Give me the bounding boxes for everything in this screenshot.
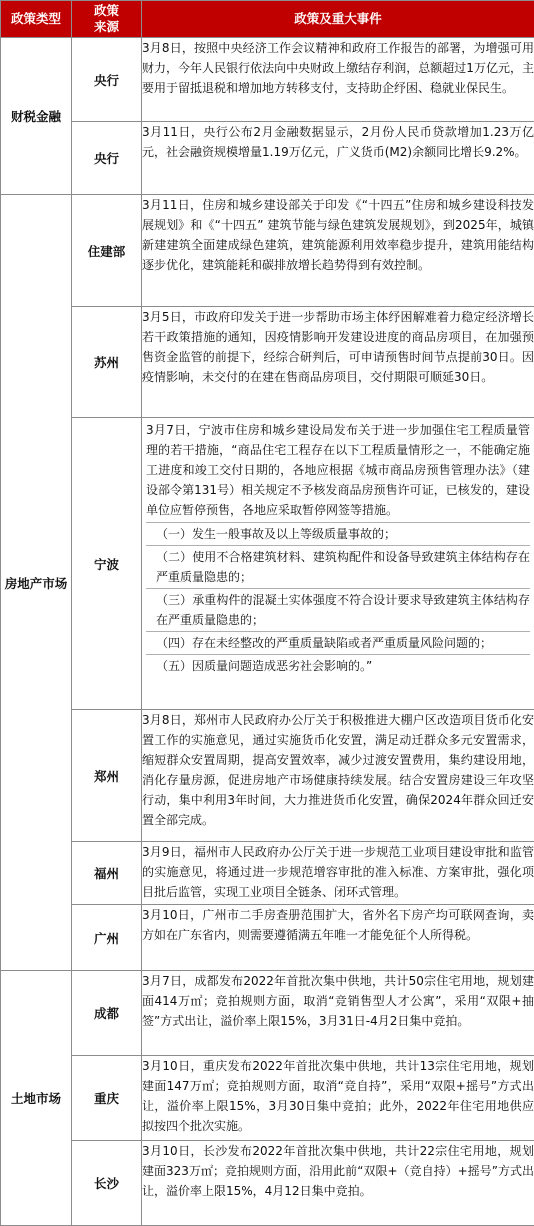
event-cell: 3月9日，福州市人民政府办公厅关于进一步规范工业项目建设审批和监管的实施意见，将通过进一步规范增容审批的准入标准、方案审批，强化项目批后监管，实现工业项目全链条、闭环式管理。 [142,842,534,905]
header-source-text: 政策来源 [92,3,122,35]
event-cell: 3月10日，广州市二手房查册范围扩大，省外名下房产均可联网查询，卖方如在广东省内，则需要遵循满五年唯一才能免征个人所得税。 [142,905,534,971]
table-header [1,1,534,38]
source-cell: 住建部 [72,195,142,307]
source-cell: 宁波 [72,418,142,710]
table-row [1,842,534,905]
list-item: （三）承重构件的混凝土实体强度不符合设计要求导致建筑主体结构存在严重质量隐患的； [146,588,530,631]
list-item: （四）存在未经整改的严重质量缺陷或者严重质量风险问题的； [146,631,530,654]
table-row [1,905,534,971]
source-cell: 成都 [72,971,142,1056]
table-row [1,307,534,418]
event-cell: 3月5日，市政府印发关于进一步帮助市场主体纾困解难着力稳定经济增长若干政策措施的通知，因疫情影响开发建设进度的商品房项目，在加强预售资金监管的前提下，经综合研判后，可申请预售时间节点提前30日。因疫情影响，未交付的在建在售商品房项目，交付期限可顺延30日。 [142,307,534,418]
table-row [1,418,534,710]
source-cell: 苏州 [72,307,142,418]
category-cell: 房地产市场 [1,195,72,971]
list-item: （二）使用不合格建筑材料、建筑构配件和设备导致建筑主体结构存在严重质量隐患的； [146,545,530,588]
event-cell: 3月11日，住房和城乡建设部关于印发《“十四五”住房和城乡建设科技发展规划》和《“十四五” 建筑节能与绿色建筑发展规划》，到2025年，城镇新建建筑全面建成绿色建筑，建筑能源利用效率稳步提升，建筑用能结构逐步优化，建筑能耗和碳排放增长趋势得到有效控制。 [142,195,534,307]
table-row [1,971,534,1056]
header-events: 政策及重大事件 [142,1,534,38]
source-cell: 央行 [72,122,142,195]
source-cell: 央行 [72,38,142,122]
source-cell: 重庆 [72,1056,142,1141]
table-row [1,38,534,122]
table-row [1,1056,534,1141]
event-cell: 3月10日，重庆发布2022年首批次集中供地，共计13宗住宅用地，规划建面147万㎡；竞拍规则方面，取消“竞自持”，采用“双限+摇号”方式出让，溢价率上限15%，3月30日集中竞拍；此外，2022年住宅用地供应拟按四个批次实施。 [142,1056,534,1141]
header-category: 政策类型 [1,1,72,38]
event-cell: 3月8日，郑州市人民政府办公厅关于积极推进大棚户区改造项目货币化安置工作的实施意见，通过实施货币化安置，满足动迁群众多元安置需求，缩短群众安置周期，提高安置效率，减少过渡安置费用，集约建设用地，消化存量房源，促进房地产市场健康持续发展。结合安置房建设三年攻坚行动，集中利用3年时间，大力推进货币化安置，确保2024年群众回迁安置全部完成。 [142,710,534,842]
event-cell: 3月10日，长沙发布2022年首批次集中供地，共计22宗住宅用地，规划建面323万㎡；竞拍规则方面，沿用此前“双限+（竞自持）+摇号”方式出让，溢价率上限15%，4月12日集中竞拍。 [142,1141,534,1226]
table-row [1,195,534,307]
table-row [1,710,534,842]
event-cell [142,418,534,710]
category-cell: 财税金融 [1,38,72,195]
table-row [1,122,534,195]
table-row [1,1141,534,1226]
header-source [72,1,142,38]
event-cell: 3月8日，按照中央经济工作会议精神和政府工作报告的部署，为增强可用财力，今年人民银行依法向中央财政上缴结存利润，总额超过1万亿元，主要用于留抵退税和增加地方转移支付，支持助企纾困、稳就业保民生。 [142,38,534,122]
category-cell: 土地市场 [1,971,72,1226]
event-text: 3月7日，宁波市住房和城乡建设局发布关于进一步加强住宅工程质量管理的若干措施，“商品住宅工程存在以下工程质量情形之一，不能确定施工进度和竣工交付日期的，各地应根据《城市商品房预售管理办法》（建设部令第131号）相关规定不予核发商品房预售许可证，已核发的，建设单位应暂停预售，各地应采取暂停网签等措施。 [146,420,530,522]
event-cell: 3月7日，成都发布2022年首批次集中供地，共计50宗住宅用地，规划建面414万㎡；竞拍规则方面，取消“竞销售型人才公寓”，采用“双限+抽签”方式出让，溢价率上限15%，3月31日-4月2日集中竞拍。 [142,971,534,1056]
list-item: （五）因质量问题造成恶劣社会影响的。” [146,654,530,677]
list-item: （一）发生一般事故及以上等级质量事故的； [146,522,530,545]
source-cell: 广州 [72,905,142,971]
source-cell: 福州 [72,842,142,905]
source-cell: 长沙 [72,1141,142,1226]
source-cell: 郑州 [72,710,142,842]
event-cell: 3月11日，央行公布2月金融数据显示，2月份人民币贷款增加1.23万亿元，社会融资规模增量1.19万亿元，广义货币(M2)余额同比增长9.2%。 [142,122,534,195]
